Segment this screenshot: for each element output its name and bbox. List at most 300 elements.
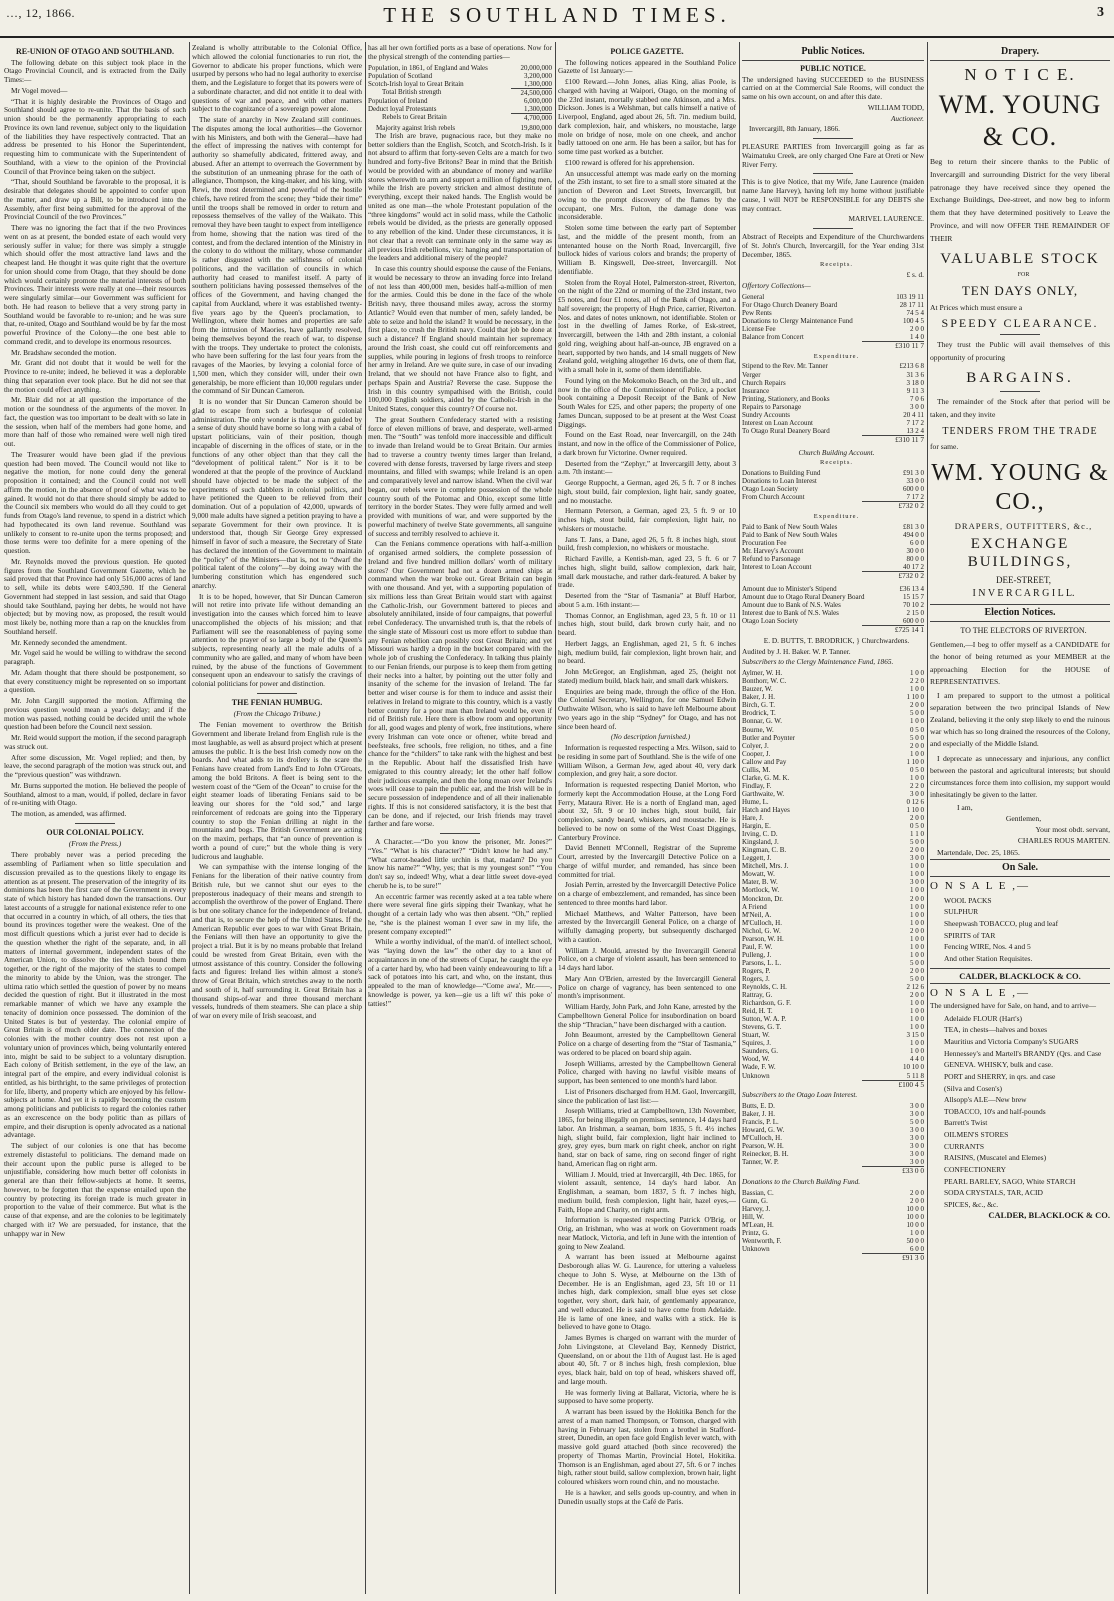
article-paragraph: has all her own fortified ports as a base of operations. Now for the physical strength of the contending parties— (368, 44, 552, 61)
list-item: OILMEN'S STORES (944, 1130, 1009, 1140)
table-row (742, 782, 924, 790)
table-row (742, 1055, 924, 1063)
notice-paragraph: The undersigned having SUCCEEDED to the BUSINESS carried on at the Commercial Sale Rooms, will conduct the same on his own account, on and after this date. (742, 74, 924, 102)
table-row (742, 1007, 924, 1015)
table-row (742, 1102, 924, 1110)
list-item: SPIRITS of TAR (944, 930, 996, 940)
article-paragraph: “That it is highly desirable the Provinces of Otago and Southland should agree to re-unite. That the basis of such union should be the permanently appropriating to each Province its own land revenue, subject only to the liquidation of the liabilities they have respectively contracted. That an address be presented to his Honor the Superintendent, requesting him to communicate with the Superintendent of Southland, with a view to the opinion of the Provincial Council of that Province being taken on the subject. (4, 96, 186, 176)
advert-headline: SPEEDY CLEARANCE. (941, 316, 1099, 330)
table-row (742, 547, 924, 555)
article-paragraph: A Character.—“Do you know the prisoner, Mr. Jones?” “Yes.” “What is his character?” “Didn't know he had any.” “What carrot-headed little urchin is that, madam? Do you know his name?” “Why, yes; that is my youngest son!” “You don't say so, indeed! Why, what a dear little sweet dove-eyed cherub he is, to be sure!” (368, 837, 552, 890)
table-total: £725 14 1 (862, 625, 924, 635)
section-header: Drapery. (930, 46, 1110, 61)
table-row (742, 1189, 924, 1197)
table-cell: License Fee (742, 324, 776, 333)
table-cell: Mater, B. W. (742, 878, 778, 887)
table-cell: Sundry Accounts (742, 410, 791, 419)
table-cell: Bourne, W. (742, 725, 774, 734)
table-cell: 1 0 0 (910, 910, 924, 919)
table-cell: 5 0 0 (910, 733, 924, 742)
table-cell: 2 0 0 (910, 1188, 924, 1197)
table-cell: Population of Ireland (368, 96, 428, 105)
article-paragraph: Information is requested respecting Patrick O'Brig, or Orig, an Irishman, who was at work on Government roads near Matlock, Victoria, and left in June with the intention of going to New Zealand. (558, 1215, 736, 1251)
article-paragraph: While a worthy individual, of the man'd. of intellect school, was “laying down the law” the other day to a knot of acquaintances in one of the streets of Cupar, he caught the eye of a carter hard by, who had been vainly endeavouring to lift a sack of potatoes into his cart, and who, on the instant, thus appealed to the man of knowledge—“Come awa', Mr.——, knowledge is power, ya ken—gie us a lift wi' this poke o' tatties!” (368, 937, 552, 1008)
table-cell: Francis, P. L. (742, 1118, 779, 1127)
table-cell: 2 0 0 (910, 324, 924, 333)
subscribers-table (742, 669, 924, 1079)
table-cell: Squires, J. (742, 1039, 771, 1048)
table-cell: Richardson, G. F. (742, 999, 792, 1008)
table-row (742, 411, 924, 419)
notice-signature: MARIVEL LAURENCE. (848, 214, 924, 224)
table-cell: M'Lean, H. (742, 1221, 774, 1230)
table-cell: 2 0 0 (910, 846, 924, 855)
table-cell: Reynolds, C. H. (742, 983, 787, 992)
list-item: (Silva and Cosen's) (944, 1083, 1003, 1093)
table-cell: 1 0 0 (910, 1015, 924, 1024)
table-cell: 6 0 0 (910, 539, 924, 548)
table-row (742, 774, 924, 782)
table-row (368, 80, 552, 89)
table-row (742, 911, 924, 919)
table-cell: 1 0 0 (910, 918, 924, 927)
notice-paragraph: I deprecate as unnecessary and injurious, any conflict between the pastoral and agricultural interests; but should circumstances force them into collision, my support would inhesitatingly be given to the latter. (930, 753, 1110, 799)
table-cell: Hill, W. (742, 1213, 764, 1222)
table-row (742, 1110, 924, 1118)
table-cell: Unknown (742, 1071, 770, 1080)
article-paragraph: A warrant has been issued at Melbourne against Desborough alias W. G. Laurence, for uttering a valueless cheque to John S. Wyse, at Melbourne on the 13th of December. He is an Englishman, aged 23, 5ft 10 or 11 inches high, dark complexion, small blue eyes set close together, very short, dark hair, of gentlemanly appearance, and well educated. He is said to have come from Adelaide. He is lame of one knee, and walks with a stick. He is believed to have gone to Otago. (558, 1252, 736, 1332)
table-cell: Harvey, J. (742, 1205, 771, 1214)
article-headline: OUR COLONIAL POLICY. (46, 827, 144, 837)
table-cell: 80 0 0 (906, 555, 924, 564)
section-header: Election Notices. (930, 604, 1110, 622)
article-paragraph: The state of anarchy in New Zealand still continues. The disputes among the local authorities—the Governor with his Ministers, and both with the General—have had the effect of impressing the natives with contempt for authority so shamefully abdicated, frittered away, and abused. After an attempt to overreach the Government by the substitution of an unmeaning phrase for the oath of allegiance, Thompson, the king-maker, and his king, with Rewi, the most determined and powerful of the hostile chiefs, have retired from the scene; they “bide their time” until the troops shall be removed in order to return and repossess themselves of the valley of the Waikato. This removal they have been taught to expect from intelligence from home, showing that the nation was tired of the contest, and from the declared intention of the Ministry in the colony to do without the military, whose commander is rather disgusted with the selfishness of colonial politicons, and the vacillation of councils in which authority had ceased to manifest itself. A party of southern politicians having possessed themselves of the offices of the Government, and having changed the capital from Auckland, where it was established twenty-five years ago by the Queen's proclamation, to Wellington, where their homes and properties are safe from the intrusion of Maories, have gallantly resolved, being themselves beyond the reach of war, to dispense with the troops. They undertake to protect the colonists, who have been suffering for the last four years from the ravages of the Maories, by levying a colonial force of 1,500 men, which they consider will, under their own generalship, be more efficient than 10,000 regulars under the command of Sir Duncan Cameron. (192, 115, 362, 396)
newspaper-title: THE SOUTHLAND TIMES. (383, 3, 731, 27)
article-paragraph: “That, should Southland be favorable to the proposal, it is desirable that delegates should be appointed to confer upon the matter, and draw up a Bill, to be introduced into the Assembly, after first being submitted for the approval of the Provincial Council of the two Provinces.” (4, 177, 186, 222)
article-paragraph: Found on the East Road, near Invercargill, on the 24th instant, and now in the office of the Commissioner of Police, a dark brown fur Victorine. Owner required. (558, 430, 736, 457)
receipts-table (742, 293, 924, 341)
table-cell: Scotch-Irish loyal to Great Britain (368, 79, 464, 88)
table-cell: Procuration Fee (742, 539, 787, 548)
article-paragraph: (No description furnished.) (610, 732, 691, 742)
table-row (742, 701, 924, 709)
article-paragraph: The motion, as amended, was affirmed. (11, 809, 127, 819)
table-heading: Subscribers to the Otago Loan Interest. (742, 1090, 858, 1100)
table-cell: 5 0 0 (910, 1118, 924, 1127)
advert-text: for same. (930, 442, 959, 452)
column-6 (930, 44, 1110, 1592)
table-row (742, 1245, 924, 1253)
table-cell: Mitchell, Mrs. J. (742, 862, 789, 871)
notice-headline: N O T I C E. (964, 65, 1076, 84)
column-4 (558, 44, 736, 1592)
table-row (742, 766, 924, 774)
table-cell: Bauzer, W. (742, 685, 773, 694)
table-row (742, 523, 924, 531)
list-item: Hennessey's and Martell's BRANDY (Qrs. and Case (944, 1048, 1102, 1058)
advert-headline: BARGAINS. (966, 370, 1074, 387)
table-cell: 0 5 0 (910, 822, 924, 831)
table-cell: 33 0 0 (906, 477, 924, 486)
table-cell: Wentworth, F. (742, 1237, 782, 1246)
table-cell: 1 0 0 (910, 1047, 924, 1056)
table-heading: Subscribers to the Clergy Maintenance Fund, 1865. (742, 657, 894, 667)
table-cell: 10 0 0 (906, 1221, 924, 1230)
table-row (368, 88, 552, 97)
table-cell: Paid to Bank of New South Wales (742, 522, 838, 531)
article-paragraph: John McGregor, an Englishman, aged 25, (height not stated) medium build, black hair, and small dark whiskers. (558, 667, 736, 685)
table-cell: 0 5 0 (910, 765, 924, 774)
list-item: RAISINS, (Muscatel and Elemes) (944, 1153, 1047, 1163)
article-paragraph: John Beaumont, arrested by the Campbelltown General Police on a charge of deserting from the “Star of Tasmania,” was ordered to be placed on board ship again. (558, 1030, 736, 1057)
notice-paragraph: PLEASURE PARTIES from Invercargill going as far as Waimatuku Creek, are only charged One Fare at Oreti or New River Ferry. (742, 142, 924, 169)
table-cell: 2 0 0 (910, 966, 924, 975)
table-row (742, 1229, 924, 1237)
table-cell: 13 2 4 (906, 426, 924, 435)
table-cell: Rogers, P. (742, 966, 771, 975)
table-cell: Mr. Harvey's Account (742, 547, 804, 556)
table-cell: 19,800,000 (520, 123, 552, 132)
table-row (742, 806, 924, 814)
firm-name: WM. YOUNG & CO. (938, 90, 1102, 151)
article-paragraph: The following debate on this subject took place in the Otago Provincial Council, and is extracted from the Daily Times:— (4, 57, 186, 85)
table-cell: 28 17 11 (899, 300, 924, 309)
advert-text: The undersigned have for Sale, on hand, and to arrive— (930, 1000, 1097, 1010)
table-cell: 15 15 7 (903, 593, 924, 601)
table-row (742, 493, 924, 501)
firm-name: WM. YOUNG & CO., (931, 460, 1109, 515)
table-cell: Verger (742, 370, 761, 379)
table-cell: 31 3 6 (906, 370, 924, 379)
table-cell: 1 0 0 (910, 950, 924, 959)
table-row (742, 1205, 924, 1213)
table-row (742, 862, 924, 870)
table-row (742, 1237, 924, 1245)
table-cell: 1 0 0 (910, 1023, 924, 1032)
table-cell: Aylmer, W. H. (742, 669, 783, 678)
advert-headline: EXCHANGE BUILDINGS, (967, 535, 1073, 570)
table-cell: Total British strength (382, 88, 442, 97)
table-row (742, 477, 924, 485)
article-paragraph: Thomas Connor, an Englishman, aged 23, 5 ft. 10 or 11 inches high, stout build, dark brown curly hair, and no beard. (558, 610, 736, 638)
article-paragraph: After some discussion, Mr. Vogel replied; and then, by leave, the second paragraph of the motion was struck out, and the “previous question” was withdrawn. (4, 752, 186, 780)
table-cell: 1 1 0 (910, 830, 924, 839)
article-paragraph: Deserted from the “Zephyr,” at Invercargill Jetty, about 3 a.m. 7th instant:— (558, 458, 736, 477)
table-row (742, 371, 924, 379)
table-heading: Donations to the Church Building Fund. (742, 1177, 861, 1187)
table-cell: Balance from Concert (742, 332, 804, 341)
column-rule (189, 42, 190, 1594)
table-row (368, 72, 552, 80)
building-expenditure-table (742, 523, 924, 571)
table-row (742, 1031, 924, 1039)
notice-signature: CHARLES ROUS MARTEN. (1017, 836, 1110, 846)
table-row (742, 427, 924, 435)
table-cell: Amount due to Minister's Stipend (742, 584, 837, 593)
article-paragraph: The Treasurer would have been glad if the previous question had been moved. The Council would not like to negative the motion, for none could deny the general proposition it contained; and the Council could not well affirm the motion, in the absence of proof of what was to be gained. It would not do that there should simply be added to the Council six members who would do all they could to get funds from Otago's land revenue, to spend in a district which had hypothecated its own land revenue. Southland was unlikely to consent to re-unite upon the terms proposed; and those terms were too definite for a mere opening of the question. (4, 449, 186, 556)
table-cell: 600 0 0 (903, 485, 924, 494)
notice-paragraph: Gentlemen,—I beg to offer myself as a CANDIDATE for the honor of being returned as your MEMBER at the approaching Election for the HOUSE of REPRESENTATIVES. (930, 640, 1110, 686)
advert-text: FOR (1017, 272, 1030, 279)
table-cell: 1 4 0 (910, 332, 924, 341)
table-cell: Butler and Poynter (742, 733, 795, 742)
table-cell: 1 0 0 (910, 1007, 924, 1016)
list-item: TEA, in chests—halves and boxes (944, 1025, 1048, 1035)
table-row (742, 333, 924, 341)
table-heading: Receipts. (819, 459, 853, 467)
table-cell: Printz, G. (742, 1229, 770, 1238)
column-5 (742, 44, 924, 1592)
table-row (742, 325, 924, 333)
table-cell: Population, in 1861, of England and Wales (368, 63, 488, 72)
section-header: On Sale. (930, 859, 1110, 877)
table-row (742, 395, 924, 403)
table-cell: 1,300,000 (524, 104, 552, 113)
auditors: Audited by J. H. Baker. W. P. Tanner. (742, 646, 851, 656)
table-row (742, 814, 924, 822)
article-paragraph: The subject of our colonies is one that has become extremely distasteful to politicians. The demand made on their account upon the public purse is alleged to be unjustifiable, considering how much better off colonists in general are than their fellow-subjects at home. It seems, however, to be forgotten that the expense entailed upon the country by protecting its foreign trade is much greater in proportion to the value of their commerce. But what is the cause of that expense, and are the colonies to be legitimately charged with it? We are persuaded, for instance, that the unhappy war in New (4, 1141, 186, 1238)
table-cell: 24,500,000 (511, 88, 552, 97)
table-cell: Donations to Clergy Maintenance Fund (742, 316, 853, 325)
table-total: £310 11 7 (862, 435, 924, 445)
table-cell: M'Culloch, H. (742, 1134, 782, 1143)
table-row (742, 677, 924, 685)
table-row (742, 734, 924, 742)
table-cell: 10 10 0 (903, 1063, 924, 1072)
table-cell: Kingman, C. B. (742, 846, 787, 855)
table-row (742, 1023, 924, 1031)
list-item: Allsopp's ALE—New brew (944, 1095, 1027, 1105)
table-cell: £213 6 8 (899, 362, 924, 371)
advert-text: At Prices which must ensure a (930, 302, 1023, 312)
table-cell: Kingsland, J. (742, 838, 779, 847)
table-cell: Garthwaite, W. (742, 789, 785, 798)
article-paragraph: List of Prisoners discharged from H.M. Gaol, Invercargill, since the publication of last list:— (558, 1086, 736, 1105)
masthead (0, 0, 1114, 38)
table-cell: 3,200,000 (524, 71, 552, 80)
notice-headline: TO THE ELECTORS OF RIVERTON. (960, 625, 1087, 635)
column-3 (368, 44, 552, 1592)
table-row (742, 790, 924, 798)
table-row (742, 742, 924, 750)
article-paragraph: Enquiries are being made, through the office of the Hon. the Colonial Secretary, Wellington, for one Samuel Edwin Outhwaite Wilson, who is said to have left Melbourne about two years ago in the ship “Sydney” for Otago, and has not since been heard of. (558, 686, 736, 731)
advert-text: DEE-STREET, (995, 574, 1052, 585)
article-paragraph: It is no wonder that Sir Duncan Cameron should be glad to escape from such a burlesque of colonial administration. The only wonder is that a man guided by a sense of duty should have borne so long with a cabal of upstart politicians, vain of their position, though incapable of discerning in the offices of state, or in the functions of any other object than that they call the “development of political talent.” Nor is it to be wondered at that the people of the province of Auckland should have objected to be made the subject of the experiments of such dabblers in colonial politics, and have petitioned the Queen to be relieved from their domination. Out of a population of 42,000, upwards of 9,000 male adults have signed a petition praying to have a separate Government for their own province. It is understood that, though Sir George Grey expressed himself in favor of such a measure, the Secretary of State has declared the intention of the Government to maintain the “policy” of the Ministers—that is, not to “dwarf the political talent of the colony”—by doing away with the lumbering constitution which has engendered such anarchy. (192, 397, 362, 590)
article-paragraph: Can the Fenians commence operations with half-a-million of organised armed soldiers, the complete possession of Ireland and five hundred million dollars' worth of military stores? Our Government had not a dozen armed ships at command when the war broke out. Great Britain can begin with one thousand. And yet, with a supporting population of six millions less than Great Britain would start with against the Catholic-Irish, our Government battered to pieces and absolutely annihilated, inside of four campaigns, that powerful rebel Confederacy. The unvarnished truth is, that the rebels of the single state of Missouri cost us more effort to subdue than any Fenian rebellion can possibly cost Great Britain; and yet Missouri was hardly a drop in the bucket compared with the whole job of crushing the Confederacy. In talking thus plainly to our Fenian friends, our purpose is to keep them from getting their necks into a halter, by pointing out the utter folly and insanity of the scheme for the invasion of Ireland. The far better and wiser course is for them to induce and assist their relatives in Ireland to migrate to this country, which is a vastly better country for a poor man than Ireland would be, even if rid of British rule. Here there is elbow room and opportunity for all, good wages and plenty of work, free institutions, where every Irishman can vote once or oftener, white bread and beefsteaks, free schools, free religion, no tithes, and a fine chance for the “childers” to take rank with the highest and best in the Republic. About half the dissatisfied Irish have emigrated to this country already; let the other half follow their judicious example, and then the long moan over Ireland's woes will cease to pain the public ear, and the Irish will be in secure possession of independence and of all their inalienable rights. If this is not considered satisfactory, it is the best that can be done, and if rejected, our Irish friends may travel farther and fare worse. (368, 539, 552, 829)
table-cell: Tanner, W. P. (742, 1158, 779, 1167)
table-cell: Pulleng, J. (742, 950, 772, 959)
article-headline: POLICE GAZETTE. (610, 47, 684, 56)
table-total: £100 4 5 (862, 1080, 924, 1090)
advert-paragraph: Beg to return their sincere thanks to the Public of Invercargill and surrounding District for the very liberal patronage they have received since they opened the Exchange Buildings, Dee-street, and now beg to inform them that they have determined positively to Leave the Province, and will now OFFER THE REMAINDER OF THEIR (930, 156, 1110, 244)
table-cell: 6 0 0 (910, 1245, 924, 1254)
article-source: (From the Press.) (68, 839, 122, 849)
table-cell: 10 0 0 (906, 1213, 924, 1222)
article-paragraph: Deserted from the “Star of Tasmania” at Bluff Harbor, about 5 a.m. 16th instant:— (558, 591, 736, 609)
table-row (742, 967, 924, 975)
table-cell: 74 5 4 (906, 308, 924, 317)
table-cell: 70 10 2 (903, 601, 924, 610)
table-cell: Wade, F. W. (742, 1063, 776, 1072)
table-cell: 1 0 0 (910, 942, 924, 951)
article-headline: THE FENIAN HUMBUG. (231, 697, 323, 707)
table-row (742, 1039, 924, 1047)
table-cell: 7 17 2 (906, 493, 924, 502)
notice-paragraph: I am prepared to support to the utmost a political separation between the two principal Islands of New Zealand, believing it the only step likely to end the ruinous war which has so long drained the resources of the Colony, and especially of the Middle Island. (930, 690, 1110, 749)
column-2 (192, 44, 362, 1592)
table-row (742, 838, 924, 846)
table-cell: 3 18 0 (906, 378, 924, 387)
table-cell: 2 2 0 (910, 677, 924, 686)
building-receipts-table (742, 469, 924, 501)
table-cell: Majority against Irish rebels (376, 123, 456, 132)
table-cell: 103 19 11 (896, 292, 924, 301)
table-cell: Clarke, G. M. K. (742, 773, 790, 782)
table-row (742, 959, 924, 967)
article-paragraph: Michael Matthews, and Walter Patterson, have been arrested by the Invercargill General Police, on a charge of wilfully damaging property, but subsequently discharged with a caution. (558, 908, 736, 944)
table-cell: 5 11 8 (906, 1071, 924, 1080)
table-cell: Hatch and Hayes (742, 805, 790, 814)
table-cell: Birch, G. T. (742, 701, 775, 710)
table-row (742, 854, 924, 862)
table-row (742, 1063, 924, 1071)
table-cell: Hare, J. (742, 814, 764, 823)
table-row (742, 830, 924, 838)
table-row (368, 105, 552, 114)
table-cell: 1 0 0 (910, 1039, 924, 1048)
table-cell: 7 0 6 (910, 394, 924, 403)
table-cell: 3 0 0 (910, 878, 924, 887)
table-cell: 1 0 0 (910, 999, 924, 1008)
advert-headline: VALUABLE STOCK (940, 251, 1100, 268)
list-item: Mauritius and Victoria Company's SUGARS (944, 1037, 1079, 1047)
table-cell: Nichol, G. W. (742, 926, 781, 935)
table-cell: 3 0 0 (910, 1150, 924, 1159)
table-cell: Wood, W. (742, 1055, 770, 1064)
table-cell: To Otago Rural Deanery Board (742, 426, 830, 435)
table-cell: 6,000,000 (524, 96, 552, 105)
article-paragraph: Mr. John Cargill supported the motion. Affirming the previous question would mean a year's delay; and if the motion was passed, nothing could be decided until the whole question had been before the Council next session. (4, 696, 186, 732)
table-cell: 5 0 0 (910, 838, 924, 847)
divider (813, 228, 853, 229)
table-cell: Pew Rents (742, 308, 772, 317)
column-rule (927, 42, 928, 1594)
table-cell: 20,000,000 (520, 63, 552, 72)
article-paragraph: James Byrnes is charged on warrant with the murder of John Livingstone, at Cleveland Bay, Kennedy District, Queensland, on or about the 11th of August last. He is aged about 40, 5ft. 7 or 8 inches high, fresh complexion, blue eyes, black hair, bald on top of head, whiskers shaved off, and large mouth. (558, 1333, 736, 1386)
column-rule (555, 42, 556, 1594)
table-heading: Receipts. (819, 261, 853, 269)
table-cell: Sutton, W. A. P. (742, 1015, 787, 1024)
advert-paragraph: They trust the Public will avail themselves of this opportunity of procuring (930, 340, 1110, 363)
list-item: WOOL PACKS (944, 895, 992, 905)
table-cell: Saunders, G. (742, 1047, 778, 1056)
table-row (742, 822, 924, 830)
table-cell: 5 0 0 (910, 709, 924, 718)
divider (257, 693, 297, 694)
article-paragraph: Mr. Bradshaw seconded the motion. (11, 347, 117, 357)
advertiser-name: CALDER, BLACKLOCK & CO. (930, 968, 1110, 984)
table-row (742, 403, 924, 411)
population-table (368, 64, 552, 132)
table-row (742, 726, 924, 734)
notice-signature-title: Auctioneer. (890, 113, 924, 123)
table-cell: 2 2 0 (910, 781, 924, 790)
article-paragraph: The great Southern Confederacy started with a resisting force of eleven millions of brave, and desperate, well-armed men. The “South” was tenfold more inaccessible and difficult to invade than Ireland would be to Great Britain. Our armies had to traverse a country twenty times larger than Ireland, covered with dense forests, traversed by large rivers and steep mountains, and filled with swamps; while Ireland is an open and comparatively level and narrow island. When the civil war began, our rebels were in complete possession of the whole country south of the Potomac and Ohio, except some little territory in the border States. They were fully armed and well provided with munitions of war, and were supported by the powerful machinery of twelve State governments, all sanguine of success and terribly resolved to achieve it. (368, 414, 552, 538)
donations-table (742, 1189, 924, 1253)
expenditure-table (742, 362, 924, 434)
table-row (742, 1118, 924, 1126)
table-cell: From Church Account (742, 493, 805, 502)
table-row (742, 1015, 924, 1023)
article-paragraph: Josiah Perrin, arrested by the Invercargill Detective Police on a charge of embezzlement, and remanded, has since been sentenced to three months hard labor. (558, 880, 736, 907)
table-cell: Cooper, J. (742, 749, 771, 758)
table-row (742, 601, 924, 609)
table-cell: Cullis, M. (742, 765, 771, 774)
list-item: PORT and SHERRY, in qrs. and case (944, 1071, 1056, 1081)
table-row (742, 870, 924, 878)
table-row (742, 617, 924, 625)
churchwardens-signature: E. D. BUTTS, T. BRODRICK, } Churchwardens. (763, 635, 910, 645)
table-cell: 1 0 0 (910, 717, 924, 726)
table-cell: 1 0 0 (910, 862, 924, 871)
table-total: £33 0 0 (862, 1166, 924, 1176)
table-cell: 2 0 0 (910, 814, 924, 823)
advert-text: DRAPERS, OUTFITTERS, &c., (954, 520, 1093, 531)
table-subheading: Offertory Collections— (742, 280, 811, 290)
table-cell: 1 0 0 (910, 749, 924, 758)
table-row (742, 293, 924, 301)
table-cell: Population of Scotland (368, 71, 433, 80)
table-cell: Hume, L. (742, 797, 769, 806)
table-cell: Hargin, E. (742, 822, 771, 831)
table-cell: £36 13 4 (899, 584, 924, 593)
table-cell: M'Neil, A. (742, 910, 772, 919)
table-cell: 1 0 0 (910, 669, 924, 678)
table-cell: 3 0 0 (910, 1126, 924, 1135)
table-cell: 3 0 0 (910, 854, 924, 863)
table-cell: 5 0 0 (910, 974, 924, 983)
article-paragraph: William J. Mould, tried at Invercargill, 4th Dec. 1865, for violent assault, sentence, 14 day's hard labor. An Englishman, a seaman, born 1837, 5 ft. 7 inches high, medium build, fresh complexion, light hair, hazel eyes,—Faith, Hope and Charity, on right arm. (558, 1169, 736, 1214)
article-paragraph: The Irish are brave, pugnacious race, but they make no better soldiers than the English, Scotch, and Scotch-Irish. Is it not absurd to affirm that forty-seven Celts are a match for two hundred and forty-five Britons? Bear in mind that the British would be provided with an abundance of money and warlike stores wherewith to arm and support a million of fighting men, while the Irish are poverty stricken and almost destitute of everything, except their naked hands. The English would be united as one man—the whole Protestant population of the “three kingdoms” would act in solid mass, while the Catholic rebels would be divided, as the priests are generally opposed to any rebellion of the kind. Under these circumstances, it is not clear that a revolt can terminate only in the same way as all previous Irish rebellions, viz: hanging and transportation of the leaders and additional misery of the people? (368, 130, 552, 263)
table-heading: Expenditure. (813, 352, 860, 360)
table-cell: Deduct loyal Protestants (368, 104, 437, 113)
list-item: CURRANTS (944, 1141, 985, 1151)
article-paragraph: Stolen some time between the early part of September last, and the middle of the present month, from an untenanted house on the North Road, Invercargill, five bullock hides of various colors and brands; the property of William B. Kingswell, Dee-street, Invercargill. Not identifiable. (558, 223, 736, 276)
table-cell: £81 3 0 (903, 522, 924, 531)
article-paragraph: William J. Mould, arrested by the Invercargill General Police, on a charge of violent assault, has been sentenced to 14 days hard labor. (558, 945, 736, 973)
table-cell: Colyer, J. (742, 741, 769, 750)
table-cell: 600 0 0 (903, 617, 924, 626)
article-paragraph: There was no ignoring the fact that if the two Provinces went on as at present, the bonded estate of each would very seriously suffer in value; for there was simply a struggle which should offer the most attractive land laws and the cheapest land. He thought it was quite right that the overture for union should come from Otago, that they should be done which would certainly promote the material interests of both Provinces. Their interests were really at one—their resources were singularly similar—our Government was sufficient for both. He had reason to believe that a very strong party in Southland would be favorable to re-union; and he was sure that, re-united, Otago and Southland would be by far the most powerful Province of the Colony—the one best able to command credit, and to develope its enormous resources. (4, 223, 186, 346)
article-paragraph: David Bennett M'Connell, Registrar of the Supreme Court, arrested by the Invercargill Detective Police on a charge of wilful murder, and remanded, has since been committed for trial. (558, 843, 736, 879)
list-item: Adelaide FLOUR (Hart's) (944, 1013, 1022, 1023)
table-row (742, 750, 924, 758)
notice-closing: Your most obdt. servant, (1035, 825, 1110, 835)
table-total: £732 0 2 (862, 571, 924, 581)
table-cell: 2 0 0 (910, 701, 924, 710)
goods-list (930, 895, 1110, 965)
divider (440, 833, 480, 834)
table-cell: Butts, E. D. (742, 1102, 775, 1111)
table-cell: 1,300,000 (524, 79, 552, 88)
table-row (742, 919, 924, 927)
table-cell: Rogers, J. (742, 974, 770, 983)
table-row (742, 485, 924, 493)
table-row (742, 609, 924, 617)
divider (1000, 334, 1040, 335)
table-cell: 494 0 0 (903, 530, 924, 539)
table-row (742, 309, 924, 317)
